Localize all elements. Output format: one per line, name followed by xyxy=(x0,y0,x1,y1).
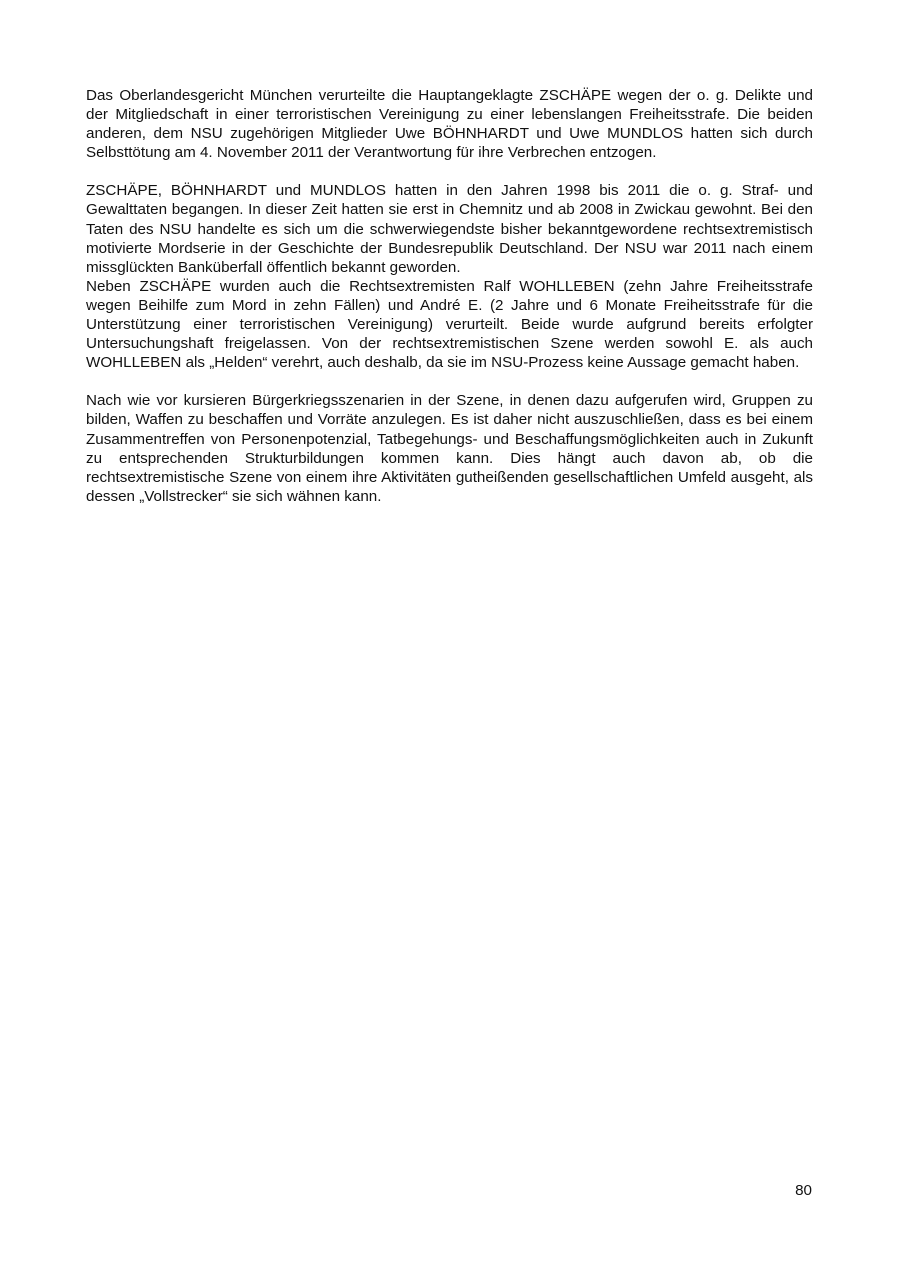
document-body xyxy=(86,86,813,506)
paragraph-spacer xyxy=(86,162,813,181)
paragraph-outlook: Nach wie vor kursieren Bürgerkriegsszenarien in der Szene, in denen dazu aufgerufen wird, Gruppen zu bilden, Waffen zu beschaffen und Vorräte anzulegen. Es ist daher nicht auszuschließen, dass es bei einem Zusammentreffen von Personenpotenzial, Tatbegehungs- und Beschaffungsmöglichkeiten auch in Zukunft zu entsprechenden Strukturbildungen kommen kann. Dies hängt auch davon ab, ob die rechtsextremistische Szene von einem ihre Aktivitäten gutheißenden gesellschaftlichen Umfeld ausgeht, als dessen „Vollstrecker“ sie sich wähnen kann. xyxy=(86,392,813,505)
paragraph-spacer xyxy=(86,372,813,391)
page-number: 80 xyxy=(795,1182,812,1199)
paragraph-verdict: Das Oberlandesgericht München verurteilte die Hauptangeklagte ZSCHÄPE wegen der o. g. Delikte und der Mitgliedschaft in einer terroristischen Vereinigung zu einer lebenslangen Freiheitsstrafe. Die beiden anderen, dem NSU zugehörigen Mitglieder Uwe BÖHNHARDT und Uwe MUNDLOS hatten sich durch Selbsttötung am 4. November 2011 der Verantwortung für ihre Verbrechen entzogen. xyxy=(86,87,813,162)
paragraph-crimes: ZSCHÄPE, BÖHNHARDT und MUNDLOS hatten in den Jahren 1998 bis 2011 die o. g. Straf- und Gewalttaten begangen. In dieser Zeit hatten sie erst in Chemnitz und ab 2008 in Zwickau gewohnt. Bei den Taten des NSU handelte es sich um die schwerwiegendste bisher bekanntgewordene rechtsextremistisch motivierte Mordserie in der Geschichte der Bundesrepublik Deutschland. Der NSU war 2011 nach einem missglückten Banküberfall öffentlich bekannt geworden. xyxy=(86,182,813,276)
paragraph-accomplices: Neben ZSCHÄPE wurden auch die Rechtsextremisten Ralf WOHLLEBEN (zehn Jahre Freiheitsstrafe wegen Beihilfe zum Mord in zehn Fällen) und André E. (2 Jahre und 6 Monate Freiheitsstrafe für die Unterstützung einer terroristischen Vereinigung) verurteilt. Beide wurde aufgrund bereits erfolgter Untersuchungshaft freigelassen. Von der rechtsextremistischen Szene werden sowohl E. als auch WOHLLEBEN als „Helden“ verehrt, auch deshalb, da sie im NSU-Prozess keine Aussage gemacht haben. xyxy=(86,277,813,372)
